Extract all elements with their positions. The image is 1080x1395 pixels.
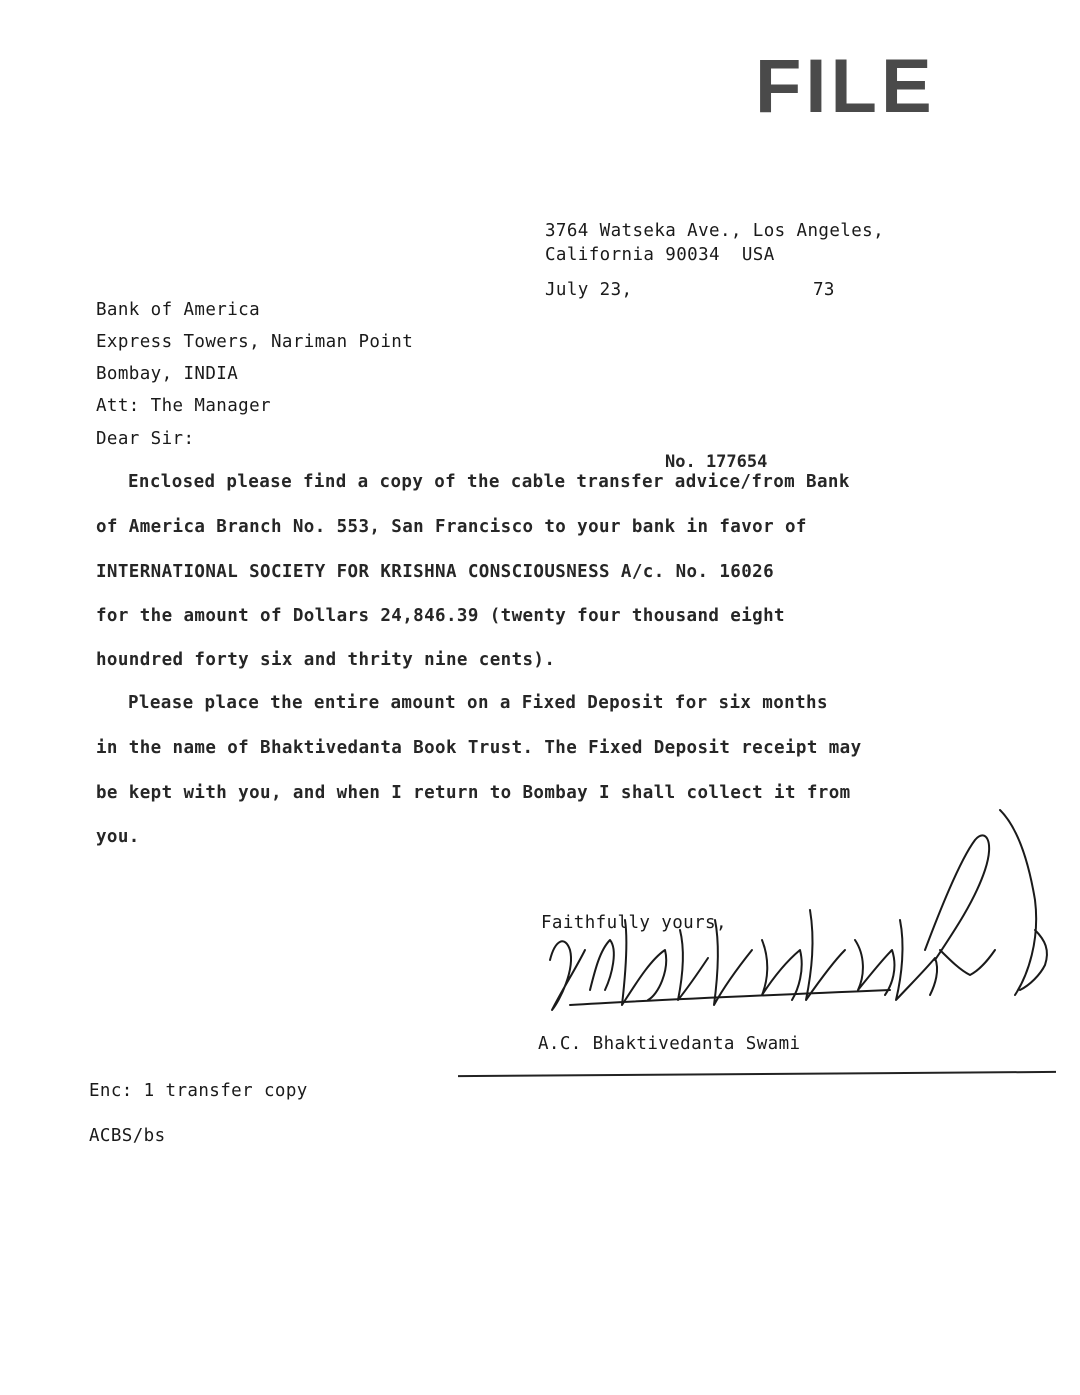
file-stamp-text: FILE [755, 44, 936, 129]
signer-name: A.C. Bhaktivedanta Swami [538, 1034, 801, 1054]
letter-date: July 23, [545, 280, 633, 300]
paragraph2-line1: Please place the entire amount on a Fixed Deposit for six months [128, 693, 828, 713]
typist-initials: ACBS/bs [89, 1126, 166, 1146]
paragraph1-line2: of America Branch No. 553, San Francisco to your bank in favor of [96, 517, 807, 537]
sender-address-line1: 3764 Watseka Ave., Los Angeles, [545, 221, 885, 241]
paragraph2-line3: be kept with you, and when I return to Bombay I shall collect it from [96, 783, 851, 803]
sender-address-line2: California 90034 USA [545, 245, 775, 265]
paragraph2-line2: in the name of Bhaktivedanta Book Trust. The Fixed Deposit receipt may [96, 738, 862, 758]
recipient-line1: Bank of America [96, 300, 261, 320]
inserted-number: No. 177654 [665, 452, 768, 472]
handwritten-signature [530, 800, 1070, 1030]
paragraph2-line4: you. [96, 827, 140, 847]
enclosure-note: Enc: 1 transfer copy [89, 1081, 308, 1101]
recipient-line3: Bombay, INDIA [96, 364, 239, 384]
paragraph1-line1: Enclosed please find a copy of the cable transfer advice/from Bank [128, 472, 850, 492]
recipient-line2: Express Towers, Nariman Point [96, 332, 414, 352]
paragraph1-line3: INTERNATIONAL SOCIETY FOR KRISHNA CONSCIOUSNESS A/c. No. 16026 [96, 562, 775, 582]
recipient-attention: Att: The Manager [96, 396, 271, 416]
paragraph1-line5: houndred forty six and thrity nine cents). [96, 650, 556, 670]
complimentary-close: Faithfully yours, [541, 913, 727, 933]
salutation: Dear Sir: [96, 429, 195, 449]
file-stamp [755, 44, 936, 129]
signature-rule [458, 1071, 1056, 1077]
paragraph1-line4: for the amount of Dollars 24,846.39 (twenty four thousand eight [96, 606, 785, 626]
letter-year: 73 [813, 280, 835, 300]
